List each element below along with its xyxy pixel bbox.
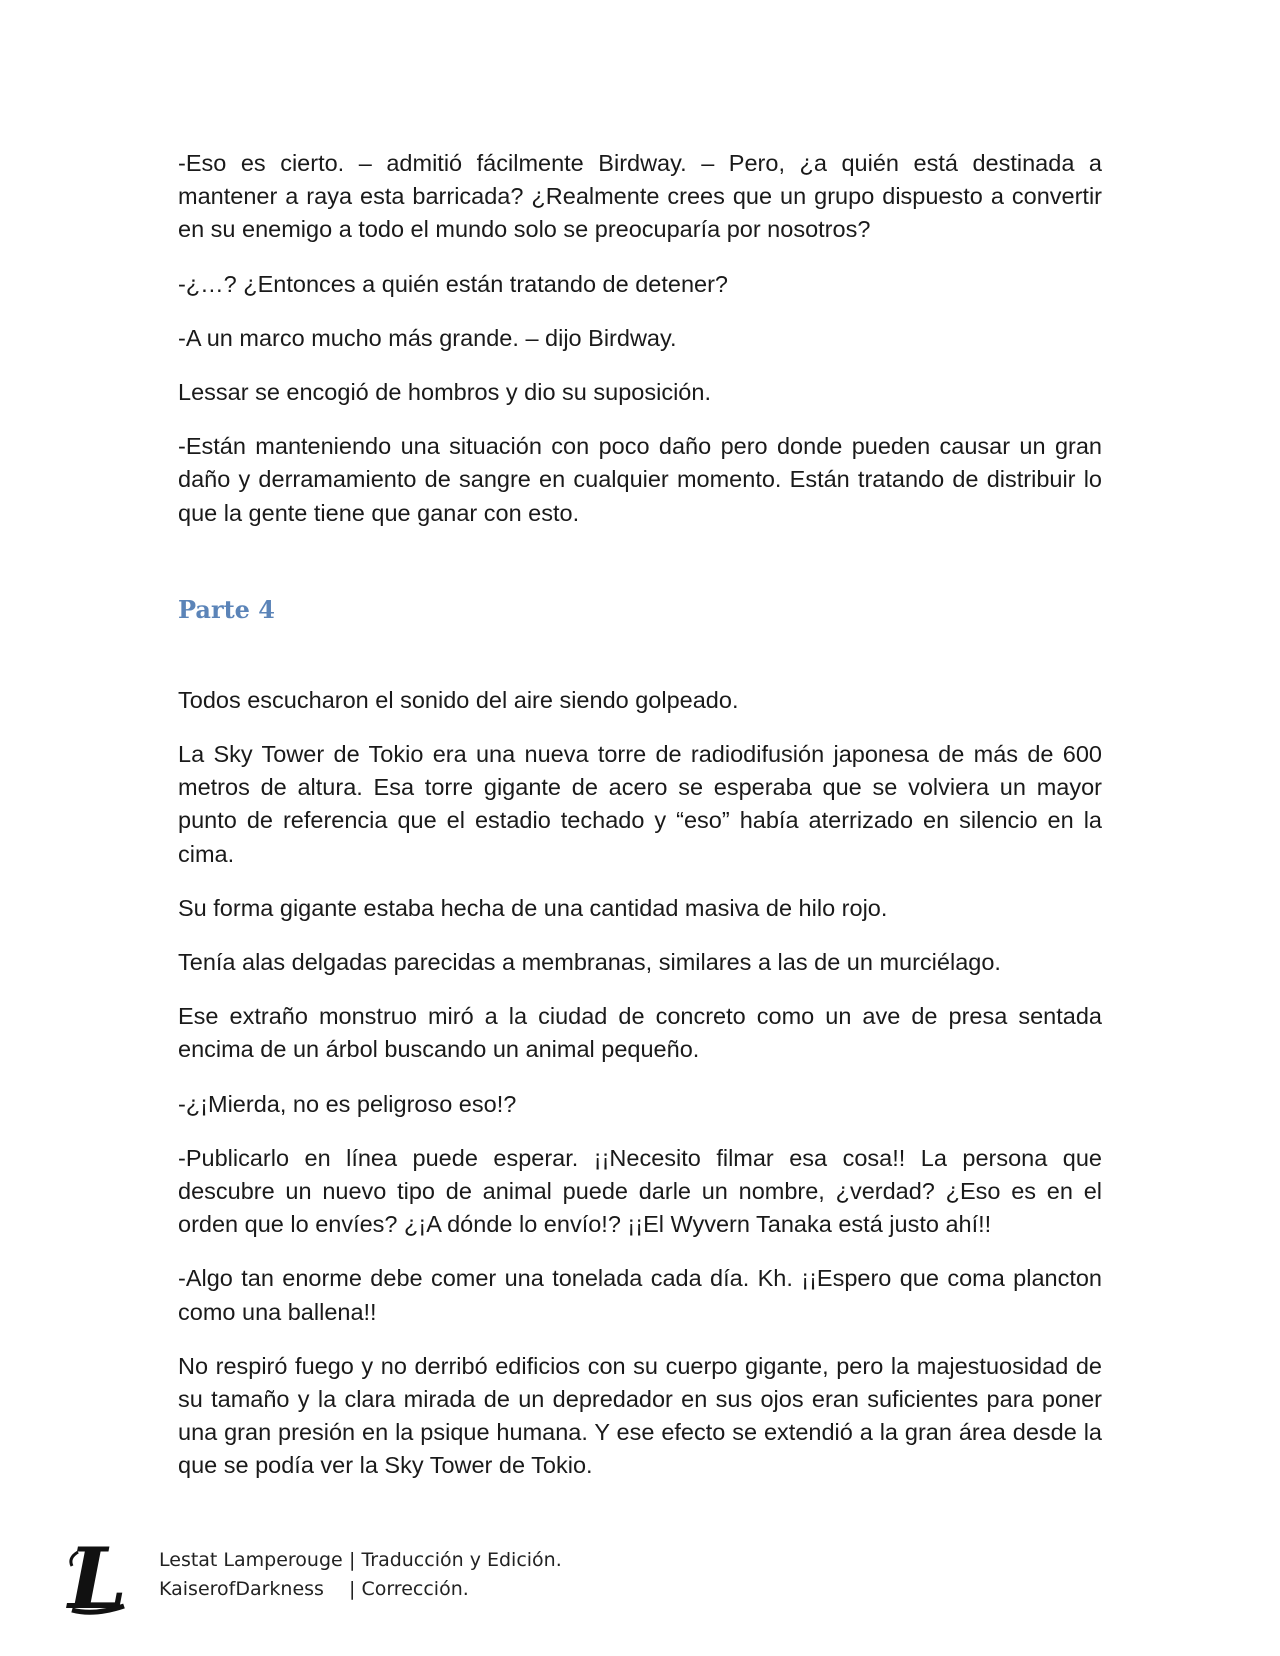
credit-line <box>159 1546 562 1575</box>
credit-role: | Corrección. <box>349 1578 469 1600</box>
section-heading: Parte 4 <box>178 594 276 624</box>
credit-role: | Traducción y Edición. <box>349 1549 562 1571</box>
paragraph-air-sound: Todos escucharon el sonido del aire siendo golpeado. <box>178 686 739 713</box>
credits <box>159 1546 562 1604</box>
gothic-l-logo-icon <box>64 1540 128 1620</box>
paragraph-film: -Publicarlo en línea puede esperar. ¡¡Necesito filmar esa cosa!! La persona que descubre un nuevo tipo de animal puede darle un nombre, ¿verdad? ¿Eso es en el orden que lo envíes? ¿¡A dónde lo envío!? ¡¡El Wyvern Tanaka está justo ahí!! <box>178 1144 1102 1238</box>
page-footer <box>64 1540 664 1620</box>
paragraph-pressure: No respiró fuego y no derribó edificios con su cuerpo gigante, pero la majestuosidad de su tamaño y la clara mirada de un depredador en sus ojos eran suficientes para poner una gran presión en la psique humana. Y ese efecto se extendió a la gran área desde la que se podía ver la Sky Tower de Tokio. <box>178 1352 1102 1479</box>
paragraph-sky-tower: La Sky Tower de Tokio era una nueva torre de radiodifusión japonesa de más de 600 metros de altura. Esa torre gigante de acero se esperaba que se volviera un mayor punto de referencia que el estadio techado y “eso” había aterrizado en silencio en la cima. <box>178 741 1102 867</box>
paragraph-birdway-statement: -Eso es cierto. – admitió fácilmente Birdway. – Pero, ¿a quién está destinada a mantener a raya esta barricada? ¿Realmente crees que un grupo dispuesto a convertir en su enemigo a todo el mundo solo se preocuparía por nosotros? <box>178 150 1102 243</box>
credit-name: Lestat Lamperouge <box>159 1549 343 1571</box>
paragraph-plankton: -Algo tan enorme debe comer una tonelada cada día. Kh. ¡¡Espero que coma plancton como una ballena!! <box>178 1265 1102 1325</box>
paragraph-wings: Tenía alas delgadas parecidas a membranas, similares a las de un murciélago. <box>178 949 1001 976</box>
logo-letter: L <box>68 1540 128 1620</box>
paragraph-red-thread: Su forma gigante estaba hecha de una cantidad masiva de hilo rojo. <box>178 894 888 921</box>
paragraph-birdway-answer: -A un marco mucho más grande. – dijo Birdway. <box>178 324 677 351</box>
paragraph-monster-gaze: Ese extraño monstruo miró a la ciudad de concreto como un ave de presa sentada encima de un árbol buscando un animal pequeño. <box>178 1003 1102 1063</box>
credit-line <box>159 1575 562 1604</box>
paragraph-lessar-shrug: Lessar se encogió de hombros y dio su suposición. <box>178 379 711 406</box>
credit-name: KaiserofDarkness <box>159 1578 324 1600</box>
paragraph-dangerous: -¿¡Mierda, no es peligroso eso!? <box>178 1090 517 1117</box>
document-page <box>178 147 1102 1504</box>
paragraph-question: -¿…? ¿Entonces a quién están tratando de detener? <box>178 270 728 297</box>
paragraph-situation: -Están manteniendo una situación con poco daño pero donde pueden causar un gran daño y derramamiento de sangre en cualquier momento. Están tratando de distribuir lo que la gente tiene que ganar con esto. <box>178 433 1102 526</box>
